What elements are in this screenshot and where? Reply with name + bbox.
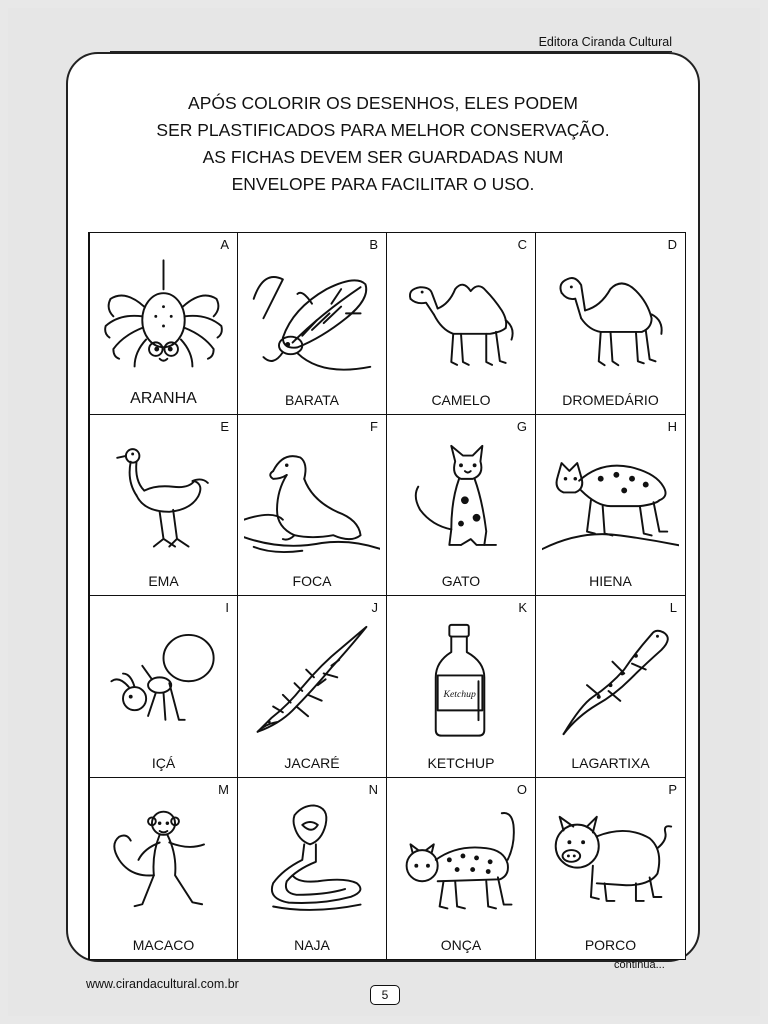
continue-note: continua... bbox=[614, 959, 665, 971]
jaguar-icon bbox=[393, 796, 529, 932]
card-name: JACARÉ bbox=[284, 754, 340, 771]
card-letter: A bbox=[220, 237, 229, 252]
card-name: BARATA bbox=[285, 391, 339, 408]
card-letter: G bbox=[516, 418, 527, 434]
card-letter: L bbox=[669, 600, 677, 615]
card-letter: C bbox=[517, 237, 527, 252]
cockroach-icon bbox=[244, 251, 380, 386]
card-name: GATO bbox=[441, 573, 481, 589]
card-name: KETCHUP bbox=[427, 754, 495, 771]
flashcard bbox=[89, 596, 238, 778]
flashcard-grid bbox=[88, 232, 686, 960]
card-letter: H bbox=[667, 418, 677, 434]
flashcard bbox=[536, 415, 685, 597]
instruction-line: APÓS COLORIR OS DESENHOS, ELES PODEM bbox=[188, 93, 578, 113]
flashcard bbox=[89, 233, 238, 415]
rhea-icon bbox=[96, 433, 231, 568]
card-name: DROMEDÁRIO bbox=[562, 391, 659, 408]
hyena-icon bbox=[542, 433, 679, 568]
card-letter: F bbox=[370, 418, 378, 434]
flashcard bbox=[536, 596, 685, 778]
monkey-icon bbox=[96, 796, 231, 932]
flashcard bbox=[536, 233, 685, 415]
instruction-line: ENVELOPE PARA FACILITAR O USO. bbox=[231, 174, 535, 194]
card-name: PORCO bbox=[584, 937, 637, 953]
instructions bbox=[66, 90, 700, 198]
gecko-icon bbox=[542, 614, 679, 749]
cobra-icon bbox=[244, 796, 380, 932]
ant-icon bbox=[96, 614, 231, 749]
spider-icon bbox=[96, 251, 231, 386]
card-name: IÇÁ bbox=[151, 754, 176, 771]
seal-icon bbox=[244, 433, 380, 568]
card-letter: K bbox=[518, 600, 527, 615]
card-name: MACACO bbox=[132, 937, 195, 953]
ketchup-bottle-icon bbox=[393, 614, 529, 749]
website-link[interactable]: www.cirandacultural.com.br bbox=[86, 977, 239, 991]
flashcard bbox=[387, 778, 536, 960]
flashcard bbox=[536, 778, 685, 960]
card-name: HIENA bbox=[589, 573, 632, 589]
flashcard bbox=[387, 233, 536, 415]
card-name: ARANHA bbox=[130, 389, 197, 407]
card-letter: M bbox=[218, 781, 229, 797]
card-letter: N bbox=[368, 781, 378, 797]
camel-icon bbox=[393, 251, 529, 386]
dromedary-icon bbox=[542, 251, 679, 386]
bottle-label: Ketchup bbox=[443, 688, 476, 700]
flashcard bbox=[89, 778, 238, 960]
card-letter: E bbox=[220, 418, 229, 434]
page-number: 5 bbox=[370, 985, 400, 1005]
card-name: FOCA bbox=[292, 573, 332, 589]
flashcard bbox=[238, 778, 387, 960]
card-name: LAGARTIXA bbox=[571, 754, 650, 771]
card-letter: J bbox=[371, 600, 378, 615]
flashcard bbox=[238, 596, 387, 778]
flashcard bbox=[238, 415, 387, 597]
alligator-icon bbox=[244, 614, 380, 749]
card-letter: B bbox=[369, 237, 378, 252]
card-name: ONÇA bbox=[440, 937, 482, 953]
instruction-line: SER PLASTIFICADOS PARA MELHOR CONSERVAÇÃO. bbox=[156, 120, 610, 140]
flashcard bbox=[238, 233, 387, 415]
instruction-line: AS FICHAS DEVEM SER GUARDADAS NUM bbox=[202, 147, 564, 167]
flashcard bbox=[387, 596, 536, 778]
card-name: CAMELO bbox=[431, 391, 491, 408]
flashcard bbox=[387, 415, 536, 597]
card-letter: I bbox=[225, 600, 229, 615]
flashcard bbox=[89, 415, 238, 597]
pig-icon bbox=[542, 796, 679, 932]
card-name: EMA bbox=[148, 573, 179, 589]
publisher-name: Editora Ciranda Cultural bbox=[538, 35, 672, 49]
card-letter: P bbox=[668, 781, 677, 797]
card-letter: O bbox=[516, 781, 527, 797]
cat-icon bbox=[393, 433, 529, 568]
card-name: NAJA bbox=[294, 937, 330, 953]
card-letter: D bbox=[667, 237, 677, 252]
